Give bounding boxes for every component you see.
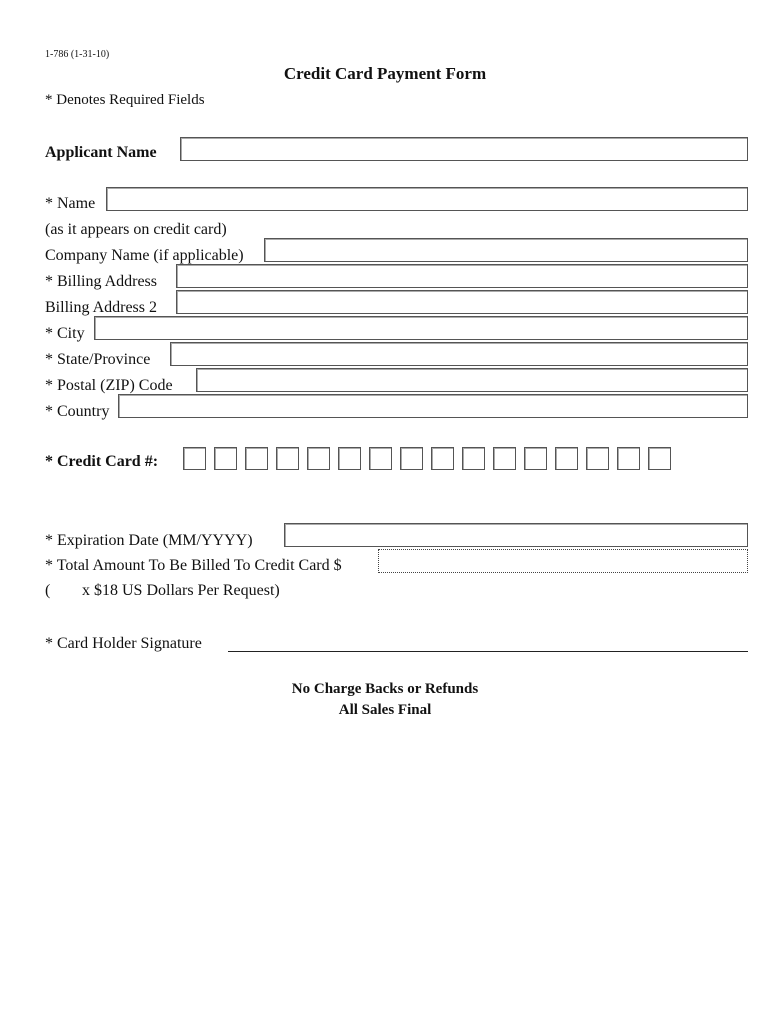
billing-address-2-label: Billing Address 2: [45, 299, 158, 316]
city-label: * City: [45, 325, 85, 342]
postal-code-label: * Postal (ZIP) Code: [45, 377, 173, 394]
billing-address-label: * Billing Address: [45, 273, 158, 290]
applicant-name-label: Applicant Name: [45, 144, 157, 161]
expiration-date-input[interactable]: [284, 523, 748, 547]
total-amount-label: * Total Amount To Be Billed To Credit Card $: [45, 557, 342, 574]
form-code: 1-786 (1-31-10): [45, 49, 110, 60]
billing-address-2-input[interactable]: [176, 290, 748, 314]
credit-card-digit-input[interactable]: [307, 447, 330, 470]
per-request-label: x $18 US Dollars Per Request): [82, 582, 280, 599]
credit-card-digit-input[interactable]: [245, 447, 268, 470]
credit-card-digit-input[interactable]: [431, 447, 454, 470]
expiration-date-label: * Expiration Date (MM/YYYY): [45, 532, 253, 549]
signature-line[interactable]: [228, 651, 748, 652]
credit-card-digit-input[interactable]: [183, 447, 206, 470]
credit-card-digit-input[interactable]: [276, 447, 299, 470]
required-fields-note: * Denotes Required Fields: [45, 92, 205, 108]
postal-code-input[interactable]: [196, 368, 748, 392]
credit-card-digit-input[interactable]: [617, 447, 640, 470]
name-input[interactable]: [106, 187, 748, 211]
name-label: * Name: [45, 195, 96, 212]
credit-card-label: * Credit Card #:: [45, 453, 159, 470]
state-label: * State/Province: [45, 351, 151, 368]
credit-card-digit-input[interactable]: [338, 447, 361, 470]
state-input[interactable]: [170, 342, 748, 366]
credit-card-digit-input[interactable]: [524, 447, 547, 470]
all-sales-final-notice: All Sales Final: [338, 702, 432, 718]
credit-card-digit-input[interactable]: [648, 447, 671, 470]
country-input[interactable]: [118, 394, 748, 418]
city-input[interactable]: [94, 316, 748, 340]
credit-card-digit-input[interactable]: [214, 447, 237, 470]
page-title: Credit Card Payment Form: [283, 64, 487, 83]
credit-card-digit-input[interactable]: [555, 447, 578, 470]
country-label: * Country: [45, 403, 110, 420]
credit-card-digit-input[interactable]: [493, 447, 516, 470]
credit-card-digit-input[interactable]: [369, 447, 392, 470]
per-request-paren: (: [45, 582, 51, 599]
credit-card-digit-input[interactable]: [586, 447, 609, 470]
company-name-input[interactable]: [264, 238, 748, 262]
applicant-name-input[interactable]: [180, 137, 748, 161]
credit-card-digits: [183, 447, 671, 470]
total-amount-input[interactable]: [378, 549, 748, 573]
credit-card-digit-input[interactable]: [400, 447, 423, 470]
no-refunds-notice: No Charge Backs or Refunds: [291, 681, 479, 697]
signature-label: * Card Holder Signature: [45, 635, 202, 652]
company-name-label: Company Name (if applicable): [45, 247, 244, 264]
credit-card-digit-input[interactable]: [462, 447, 485, 470]
name-note-label: (as it appears on credit card): [45, 221, 227, 238]
billing-address-input[interactable]: [176, 264, 748, 288]
